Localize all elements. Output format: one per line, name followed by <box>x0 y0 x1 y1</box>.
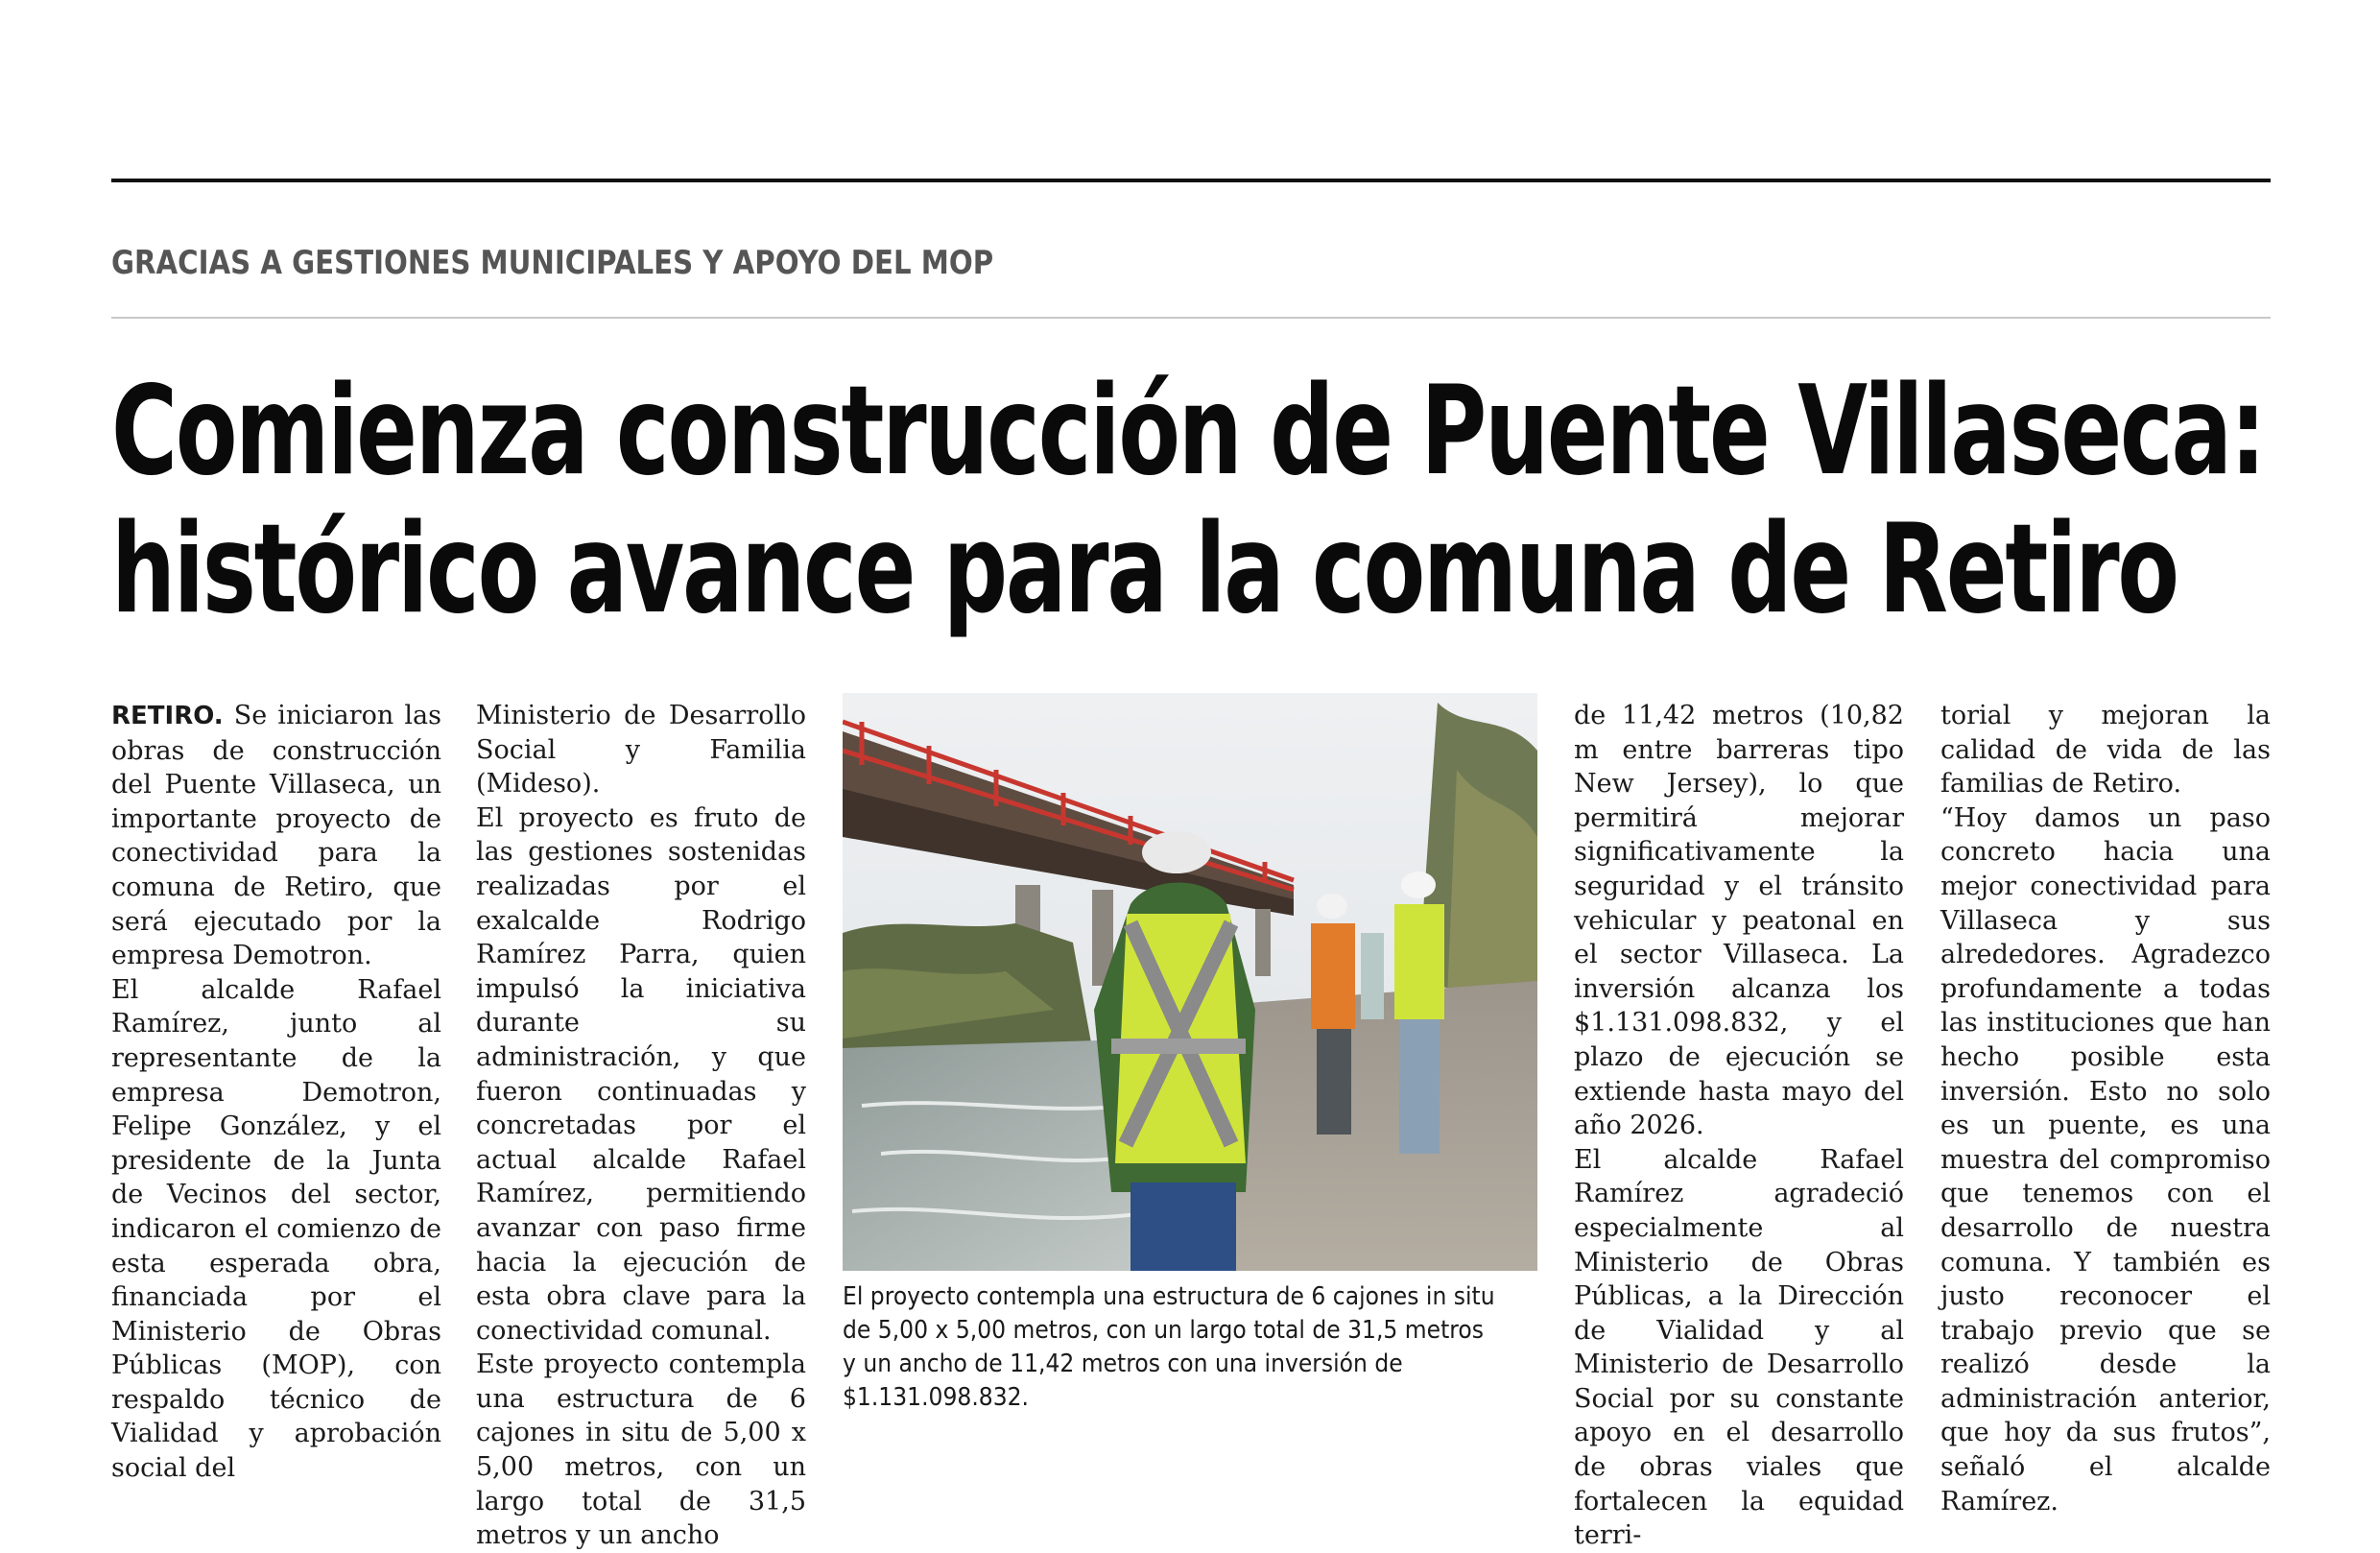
article-column-2 <box>476 699 806 1553</box>
top-rule <box>111 179 2271 182</box>
dateline: RETIRO. <box>111 702 224 730</box>
article-column-1 <box>111 699 441 1486</box>
headline-line-1: Comienza construcción de Puente Villaseca: <box>111 360 2265 503</box>
article-paragraph: de 11,42 metros (10,82 m entre barreras tipo New Jersey), lo que permitirá mejorar significativamente la seguridad y el tránsito vehicular y peatonal en el sector Villaseca. La inversión alcanza los $1.131.098.832, y el plazo de ejecución se extiende hasta mayo del año 2026. <box>1574 701 1904 1141</box>
headline <box>111 360 2265 641</box>
article-paragraph: El alcalde Rafael Ramírez agradeció especialmente al Ministerio de Obras Públicas, a la Dirección de Vialidad y al Ministerio de Desarrollo Social por su constante apoyo en el desarrollo de obras viales que fortalecen la equidad terri- <box>1574 1144 1904 1551</box>
kicker: GRACIAS A GESTIONES MUNICIPALES Y APOYO DEL MOP <box>111 244 994 282</box>
article-paragraph: “Hoy damos un paso concreto hacia una mejor conectividad para Villaseca y sus alrededores. Agradezco profundamente a todas las instituciones que han hecho posible esta inversión. Esto no solo es un puente, es una muestra del compromiso que tenemos con el desarrollo de nuestra comuna. Y también es justo reconocer el trabajo previo que se realizó desde la administración anterior, que hoy da sus frutos”, señaló el alcalde Ramírez. <box>1940 802 2271 1517</box>
article-paragraph: El proyecto es fruto de las gestiones sostenidas realizadas por el exalcalde Rodrigo Ramírez Parra, quien impulsó la iniciativa durante su administración, y que fueron continuadas y concretadas por el actual alcalde Rafael Ramírez, permitiendo avanzar con paso firme hacia la ejecución de esta obra clave para la conectividad comunal. <box>476 802 806 1346</box>
bridge-photo <box>843 693 1537 1271</box>
kicker-rule <box>111 317 2271 319</box>
article-paragraph <box>111 699 441 973</box>
paragraph-text: Se iniciaron las obras de construcción del Puente Villaseca, un importante proyecto de conectividad para la comuna de Retiro, que será ejecutado por la empresa Demotron. <box>111 701 441 971</box>
headline-line-2: histórico avance para la comuna de Retiro <box>111 498 2178 641</box>
photo-caption: El proyecto contempla una estructura de 6 cajones in situ de 5,00 x 5,00 metros, con un largo total de 31,5 metros y un ancho de 11,42 metros con una inversión de $1.131.098.832. <box>843 1282 1495 1412</box>
article-column-4 <box>1940 699 2271 1518</box>
article-paragraph: Este proyecto contempla una estructura de 6 cajones in situ de 5,00 x 5,00 metros, con un largo total de 31,5 metros y un ancho <box>476 1350 806 1551</box>
article-paragraph: torial y mejoran la calidad de vida de las familias de Retiro. <box>1940 701 2271 800</box>
article-paragraph: Ministerio de Desarrollo Social y Familia (Mideso). <box>476 701 806 800</box>
article-paragraph: El alcalde Rafael Ramírez, junto al representante de la empresa Demotron, Felipe González, y el presidente de la Junta de Vecinos del sector, indicaron el comienzo de esta esperada obra, financiada por el Ministerio de Obras Públicas (MOP), con respaldo técnico de Vialidad y aprobación social del <box>111 974 441 1484</box>
article-column-3 <box>1574 699 1904 1553</box>
